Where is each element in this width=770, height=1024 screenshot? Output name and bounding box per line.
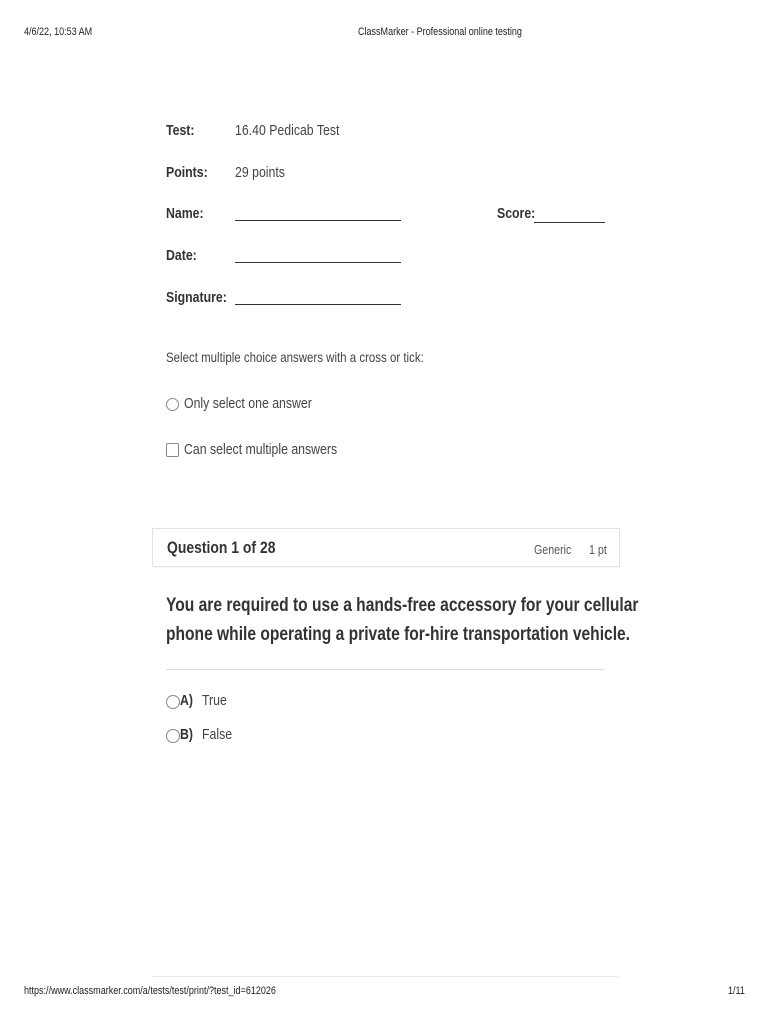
next-question-edge bbox=[152, 976, 618, 977]
name-label: Name: bbox=[166, 205, 204, 222]
answer-letter: B) bbox=[180, 726, 193, 743]
question-header bbox=[152, 528, 620, 567]
print-datetime: 4/6/22, 10:53 AM bbox=[24, 26, 93, 38]
answer-text: True bbox=[202, 692, 227, 709]
points-value: 29 points bbox=[235, 164, 285, 181]
checkbox-icon bbox=[166, 443, 179, 457]
legend-multiple-label: Can select multiple answers bbox=[184, 441, 338, 458]
score-line bbox=[534, 222, 605, 223]
signature-line bbox=[235, 304, 401, 305]
question-points: 1 pt bbox=[589, 542, 607, 557]
print-url: https://www.classmarker.com/a/tests/test/print/?test_id=612026 bbox=[24, 985, 276, 997]
date-line bbox=[235, 262, 401, 263]
date-label: Date: bbox=[166, 247, 197, 264]
question-divider bbox=[166, 669, 604, 670]
test-label: Test: bbox=[166, 122, 195, 139]
signature-label: Signature: bbox=[166, 289, 227, 306]
legend-multiple-answers bbox=[166, 441, 338, 458]
answer-text: False bbox=[202, 726, 233, 743]
score-label: Score: bbox=[497, 205, 536, 222]
radio-icon[interactable] bbox=[166, 695, 180, 709]
name-line bbox=[235, 220, 401, 221]
print-page-title: ClassMarker - Professional online testing bbox=[358, 26, 522, 38]
legend-single-answer bbox=[166, 395, 312, 412]
print-page-number: 1/11 bbox=[728, 985, 745, 997]
radio-icon bbox=[166, 398, 179, 411]
test-name: 16.40 Pedicab Test bbox=[235, 122, 340, 139]
question-category: Generic bbox=[534, 542, 572, 557]
question-text: You are required to use a hands-free accessory for your cellular phone while operating a private for-hire transportation vehicle. bbox=[166, 595, 639, 645]
question-number: Question 1 of 28 bbox=[167, 538, 276, 557]
points-label: Points: bbox=[166, 164, 208, 181]
radio-icon[interactable] bbox=[166, 729, 180, 743]
legend-single-label: Only select one answer bbox=[184, 395, 312, 412]
instructions-text: Select multiple choice answers with a cross or tick: bbox=[166, 349, 424, 365]
answer-letter: A) bbox=[180, 692, 193, 709]
